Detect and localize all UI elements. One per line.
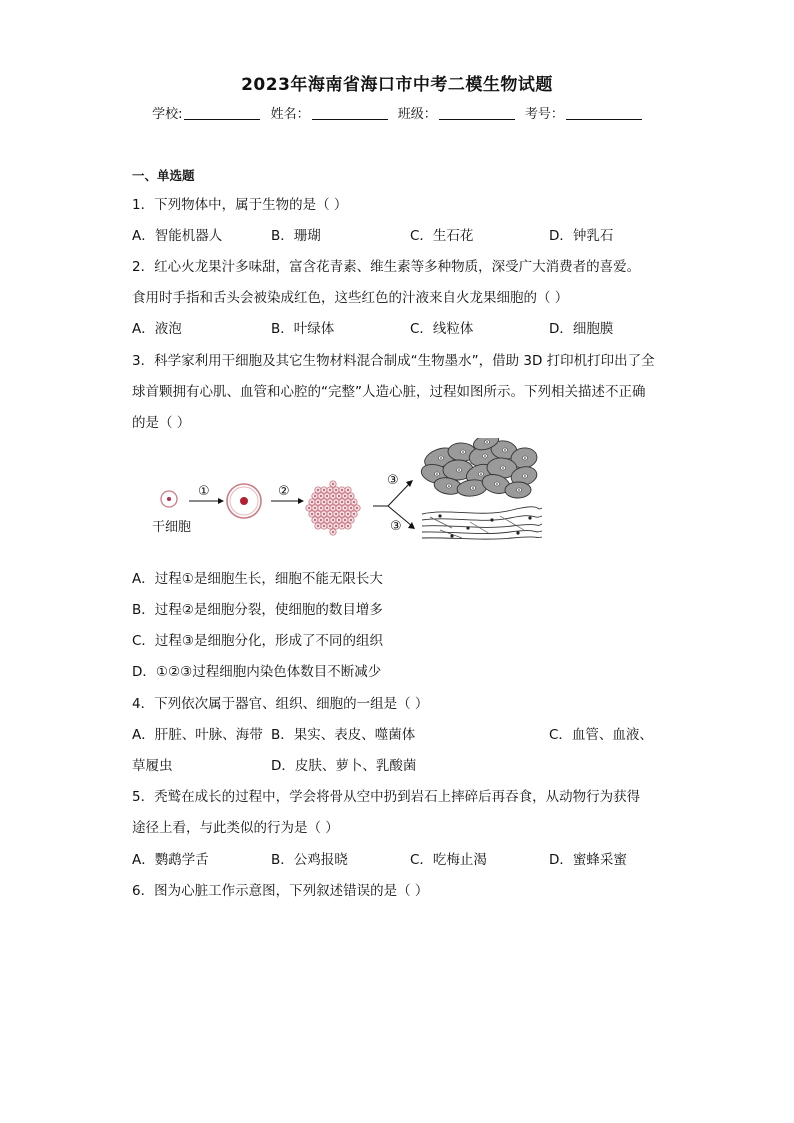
cluster-cell-nucleus <box>332 531 334 533</box>
tissue-epithelial <box>419 438 539 498</box>
page-title: 2023年海南省海口市中考二模生物试题 <box>241 75 553 95</box>
tissue-cell-dot <box>448 485 450 487</box>
cluster-cell-nucleus <box>353 501 355 503</box>
cluster-cell-nucleus <box>347 525 349 527</box>
dividing-cell-cluster <box>306 481 360 535</box>
question-5-stem-line-1: 5．秃鹫在成长的过程中，学会将骨从空中扔到岩石上摔碎后再吞食，从动物行为获得 <box>132 789 641 805</box>
stem-cell <box>161 491 177 507</box>
cluster-cell-nucleus <box>317 513 319 515</box>
name-label: 姓名： <box>270 107 310 122</box>
cluster-cell-nucleus <box>335 501 337 503</box>
cluster-cell-nucleus <box>326 519 328 521</box>
grown-cell <box>227 484 261 518</box>
exam-no-field[interactable] <box>525 103 642 122</box>
q2-option-a[interactable]: A．液泡 <box>132 321 182 337</box>
cell-process-figure <box>140 438 550 558</box>
cluster-cell-nucleus <box>326 507 328 509</box>
section-heading: 一、单选题 <box>132 168 195 183</box>
question-4-stem: 4．下列依次属于器官、组织、细胞的一组是（ ） <box>132 696 429 712</box>
class-blank <box>439 119 515 120</box>
q1-option-c[interactable]: C．生石花 <box>410 228 474 244</box>
cluster-cell-nucleus <box>338 507 340 509</box>
cluster-cell-nucleus <box>320 495 322 497</box>
name-blank <box>312 119 388 120</box>
tissue-cell-dot <box>440 457 442 459</box>
tissue-cell-dot <box>502 467 504 469</box>
question-5-stem-line-2: 途径上看，与此类似的行为是（ ） <box>132 820 339 836</box>
cluster-cell-nucleus <box>341 513 343 515</box>
cluster-cell-nucleus <box>317 489 319 491</box>
cluster-cell-nucleus <box>353 513 355 515</box>
cluster-cell-nucleus <box>323 525 325 527</box>
q3-option-a[interactable]: A．过程①是细胞生长，细胞不能无限长大 <box>132 571 383 587</box>
question-3-stem-line-1: 3．科学家利用干细胞及其它生物材料混合制成“生物墨水”，借助 3D 打印机打印出了全 <box>132 353 655 369</box>
cluster-cell-nucleus <box>347 501 349 503</box>
question-1-stem: 1．下列物体中，属于生物的是（ ） <box>132 197 348 213</box>
cluster-cell-nucleus <box>320 519 322 521</box>
cluster-cell-nucleus <box>347 489 349 491</box>
tissue-cell-dot <box>504 449 506 451</box>
tissue-cell-dot <box>496 483 498 485</box>
stem-cell-label: 干细胞 <box>152 520 192 535</box>
school-blank <box>184 119 260 120</box>
cluster-cell-nucleus <box>350 495 352 497</box>
q3-option-b[interactable]: B．过程②是细胞分裂，使细胞的数目增多 <box>132 602 383 618</box>
arrow-1-head <box>218 498 224 504</box>
student-info-row <box>0 103 794 122</box>
step-2-label: ② <box>278 484 290 499</box>
name-field[interactable] <box>271 103 388 122</box>
q5-option-b[interactable]: B．公鸡报晓 <box>271 852 348 868</box>
q2-option-d[interactable]: D．细胞膜 <box>549 321 614 337</box>
tissue-cell-dot <box>518 489 520 491</box>
cluster-cell-nucleus <box>350 507 352 509</box>
question-2-stem-line-1: 2．红心火龙果汁多味甜，富含花青素、维生素等多种物质，深受广大消费者的喜爱。 <box>132 259 641 275</box>
cluster-cell-nucleus <box>311 513 313 515</box>
arrow-2-head <box>298 498 304 504</box>
q5-option-c[interactable]: C．吃梅止渴 <box>410 852 487 868</box>
q5-option-d[interactable]: D．蜜蜂采蜜 <box>549 852 627 868</box>
q4-option-c-continued[interactable]: 草履虫 <box>132 758 173 774</box>
class-field[interactable] <box>398 103 515 122</box>
cluster-cell-nucleus <box>347 513 349 515</box>
q2-option-b[interactable]: B．叶绿体 <box>271 321 335 337</box>
cluster-cell-nucleus <box>329 501 331 503</box>
step-3b-label: ③ <box>390 519 402 534</box>
question-6-stem: 6．图为心脏工作示意图，下列叙述错误的是（ ） <box>132 883 429 899</box>
cluster-cell-nucleus <box>335 489 337 491</box>
cluster-cell-nucleus <box>335 513 337 515</box>
tissue-cell-dot <box>480 473 482 475</box>
cluster-cell-nucleus <box>350 519 352 521</box>
cluster-cell-nucleus <box>311 501 313 503</box>
cluster-cell-nucleus <box>332 507 334 509</box>
tissue-cell-dot <box>484 455 486 457</box>
cluster-cell-nucleus <box>308 507 310 509</box>
q4-option-a[interactable]: A．肝脏、叶脉、海带 <box>132 727 263 743</box>
tissue-cell-dot <box>524 457 526 459</box>
cluster-cell-nucleus <box>332 495 334 497</box>
cluster-cell-nucleus <box>344 507 346 509</box>
q1-option-a[interactable]: A．智能机器人 <box>132 228 223 244</box>
cluster-cell-nucleus <box>323 513 325 515</box>
question-3-stem-line-2: 球首颗拥有心肌、血管和心腔的“完整”人造心脏，过程如图所示。下列相关描述不正确 <box>132 384 646 400</box>
cluster-cell-nucleus <box>341 501 343 503</box>
q5-option-a[interactable]: A．鹦鹉学舌 <box>132 852 209 868</box>
cluster-cell-nucleus <box>317 501 319 503</box>
cluster-cell-nucleus <box>341 525 343 527</box>
tissue-cell-dot <box>462 451 464 453</box>
cluster-cell-nucleus <box>329 513 331 515</box>
school-label: 学校: <box>152 107 183 122</box>
cluster-cell-nucleus <box>338 519 340 521</box>
q4-option-c[interactable]: C．血管、血液、 <box>549 727 653 743</box>
tissue-fibrous <box>422 507 542 539</box>
q1-option-b[interactable]: B．珊瑚 <box>271 228 321 244</box>
cluster-cell-nucleus <box>314 507 316 509</box>
cluster-cell-nucleus <box>314 495 316 497</box>
cluster-cell-nucleus <box>341 489 343 491</box>
tissue-cell-dot <box>436 473 438 475</box>
q3-option-c[interactable]: C．过程③是细胞分化，形成了不同的组织 <box>132 633 384 649</box>
q4-option-d[interactable]: D．皮肤、萝卜、乳酸菌 <box>271 758 417 774</box>
cluster-cell-nucleus <box>344 519 346 521</box>
cluster-cell-nucleus <box>329 489 331 491</box>
cluster-cell-nucleus <box>356 507 358 509</box>
step-1-label: ① <box>198 484 210 499</box>
cluster-cell-nucleus <box>323 489 325 491</box>
q4-option-b[interactable]: B．果实、表皮、噬菌体 <box>271 727 416 743</box>
school-field[interactable] <box>152 103 260 122</box>
cluster-cell-nucleus <box>320 507 322 509</box>
question-2-stem-line-2: 食用时手指和舌头会被染成红色，这些红色的汁液来自火龙果细胞的（ ） <box>132 290 569 306</box>
exam-no-blank <box>566 119 642 120</box>
cluster-cell-nucleus <box>335 525 337 527</box>
tissue-cell-dot <box>458 469 460 471</box>
tissue-cell-dot <box>472 487 474 489</box>
cluster-cell-nucleus <box>326 495 328 497</box>
cluster-cell-nucleus <box>332 519 334 521</box>
class-label: 班级： <box>397 107 437 122</box>
cluster-cell-nucleus <box>338 495 340 497</box>
tissue-cell-dot <box>524 475 526 477</box>
q3-option-d[interactable]: D．①②③过程细胞内染色体数目不断减少 <box>132 664 382 680</box>
q1-option-d[interactable]: D．钟乳石 <box>549 228 614 244</box>
cluster-cell-nucleus <box>317 525 319 527</box>
cluster-cell-nucleus <box>314 519 316 521</box>
tissue-cell-dot <box>486 441 488 443</box>
cluster-cell-nucleus <box>323 501 325 503</box>
step-3a-label: ③ <box>387 473 399 488</box>
cluster-cell-nucleus <box>344 495 346 497</box>
exam-no-label: 考号： <box>524 107 564 122</box>
cluster-cell-nucleus <box>332 483 334 485</box>
question-3-stem-line-3: 的是（ ） <box>132 415 191 431</box>
q2-option-c[interactable]: C．线粒体 <box>410 321 474 337</box>
cluster-cell-nucleus <box>329 525 331 527</box>
